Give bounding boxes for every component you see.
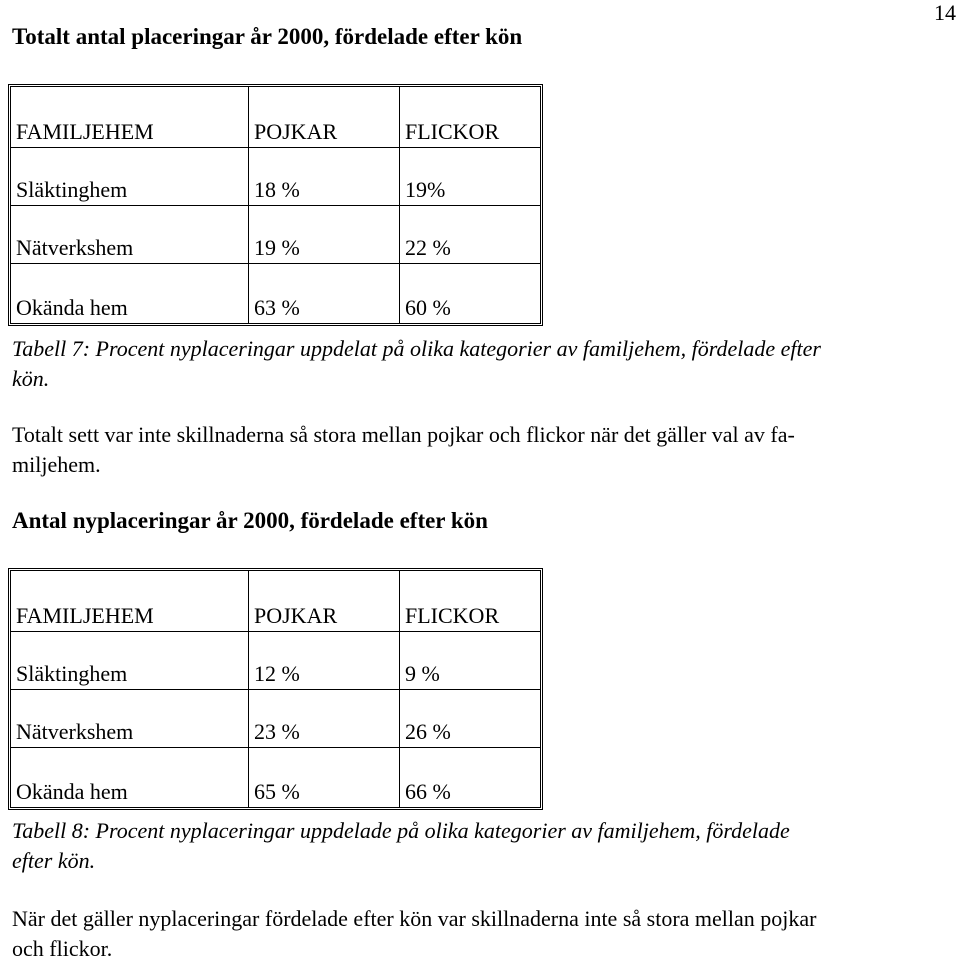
table-cell: Nätverkshem bbox=[11, 690, 249, 748]
table-7-caption bbox=[12, 334, 952, 394]
section-2-heading: Antal nyplaceringar år 2000, fördelade efter kön bbox=[12, 508, 488, 533]
table-header-row bbox=[11, 87, 540, 148]
table-7 bbox=[8, 84, 543, 326]
caption-line: Tabell 8: Procent nyplaceringar uppdelade på olika kategorier av familjehem, fördelade bbox=[12, 818, 790, 843]
table-header-cell: POJKAR bbox=[249, 571, 400, 632]
table-8 bbox=[8, 568, 543, 810]
section-2-paragraph bbox=[12, 904, 947, 964]
table-header-cell: FAMILJEHEM bbox=[11, 87, 249, 148]
table-cell: 60 % bbox=[405, 295, 451, 320]
table-header-cell: FLICKOR bbox=[400, 571, 540, 632]
caption-line: Tabell 7: Procent nyplaceringar uppdelat på olika kategorier av familjehem, fördelade efter bbox=[12, 336, 821, 361]
table-cell: 63 % bbox=[249, 264, 400, 323]
section-1-paragraph bbox=[12, 420, 947, 480]
caption-line: efter kön. bbox=[12, 848, 96, 873]
table-cell: 19% bbox=[400, 148, 540, 206]
table-cell: 66 % bbox=[405, 779, 451, 804]
table-cell: 23 % bbox=[249, 690, 400, 748]
table-header-cell: POJKAR bbox=[249, 87, 400, 148]
table-cell: Släktinghem bbox=[11, 148, 249, 206]
table-header-cell: FLICKOR bbox=[400, 87, 540, 148]
table-8-caption bbox=[12, 816, 952, 876]
table-row bbox=[11, 632, 540, 690]
paragraph-line: miljehem. bbox=[12, 452, 101, 477]
table-header-cell: FAMILJEHEM bbox=[11, 571, 249, 632]
table-cell: 22 % bbox=[400, 206, 540, 264]
caption-line: kön. bbox=[12, 366, 50, 391]
table-header-row bbox=[11, 571, 540, 632]
table-row bbox=[11, 690, 540, 748]
table-cell: 12 % bbox=[249, 632, 400, 690]
table-cell: 9 % bbox=[400, 632, 540, 690]
table-cell: Släktinghem bbox=[11, 632, 249, 690]
table-cell: 65 % bbox=[249, 748, 400, 807]
paragraph-line: När det gäller nyplaceringar fördelade efter kön var skillnaderna inte så stora mellan pojkar bbox=[12, 906, 817, 931]
paragraph-line: och flickor. bbox=[12, 936, 113, 961]
table-row bbox=[11, 264, 540, 323]
table-cell: 18 % bbox=[249, 148, 400, 206]
table-row bbox=[11, 148, 540, 206]
table-cell: Okända hem bbox=[11, 264, 249, 323]
section-1-heading: Totalt antal placeringar år 2000, fördelade efter kön bbox=[12, 24, 523, 49]
table-cell: 19 % bbox=[249, 206, 400, 264]
table-row bbox=[11, 748, 540, 807]
table-cell: 26 % bbox=[400, 690, 540, 748]
page-number: 14 bbox=[934, 0, 956, 25]
paragraph-line: Totalt sett var inte skillnaderna så stora mellan pojkar och flickor när det gäller val av fa- bbox=[12, 422, 795, 447]
table-cell: Nätverkshem bbox=[11, 206, 249, 264]
table-cell: Okända hem bbox=[11, 748, 249, 807]
table-row bbox=[11, 206, 540, 264]
